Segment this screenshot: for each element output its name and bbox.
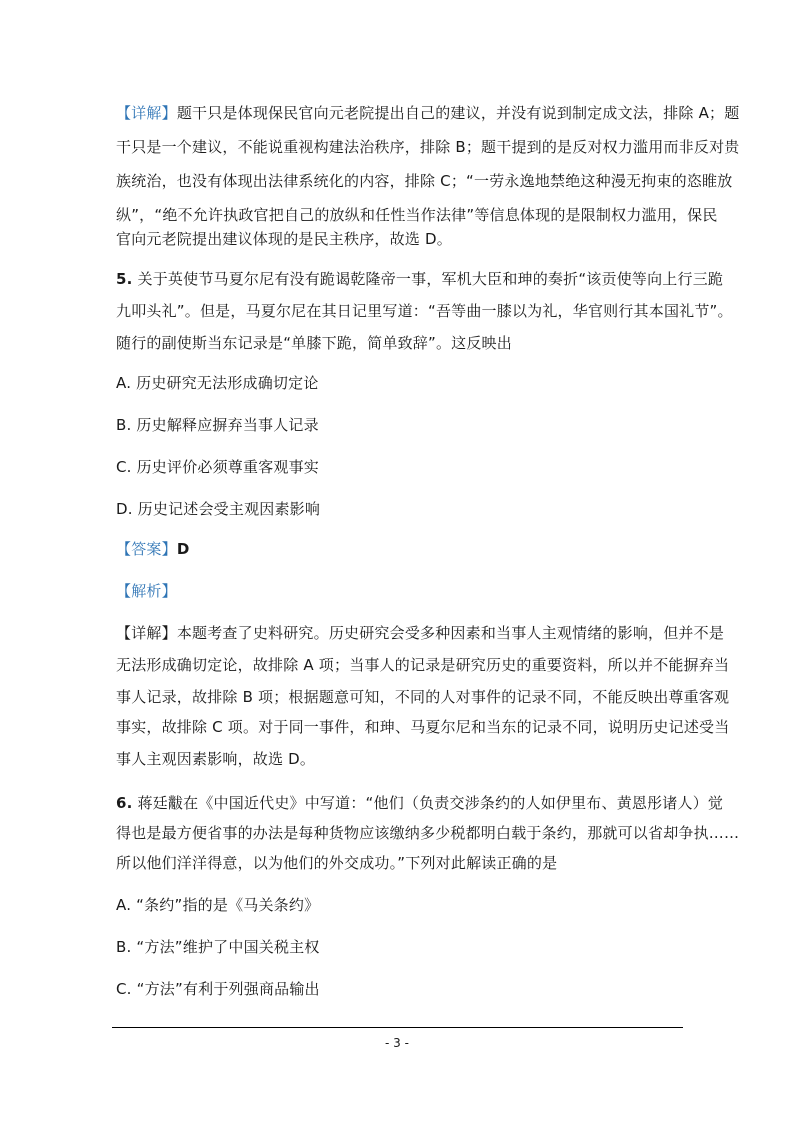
detail-tag: 【详解】 (116, 624, 177, 642)
q5-number: 5. (116, 270, 133, 288)
q5-detail-line-5: 事人主观因素影响，故选 D。 (116, 750, 316, 768)
q6-number: 6. (116, 794, 133, 812)
q5-analysis-tag: 【解析】 (116, 582, 177, 600)
footer-rule (112, 1027, 683, 1028)
q6-option-c: C. “方法”有利于列强商品输出 (116, 980, 320, 998)
prev-detail-line-4: 纵”，“绝不允许执政官把自己的放纵和任性当作法律”等信息体现的是限制权力滥用，保民 (116, 206, 718, 224)
prev-detail-line-5: 官向元老院提出建议体现的是民主秩序，故选 D。 (116, 230, 452, 248)
q5-detail-line-4: 事实，故排除 C 项。对于同一事件，和珅、马夏尔尼和当东的记录不同，说明历史记述受当 (116, 718, 730, 736)
prev-detail-line-2: 干只是一个建议，不能说重视构建法治秩序，排除 B；题干提到的是反对权力滥用而非反对贵 (116, 138, 740, 156)
q6-stem-line-2: 得也是最方便省事的办法是每种货物应该缴纳多少税都明白载于条约，那就可以省却争执…… (116, 824, 740, 842)
q6-option-a: A. “条约”指的是《马关条约》 (116, 896, 320, 914)
q5-detail-line-1: 【详解】本题考查了史料研究。历史研究会受多种因素和当事人主观情绪的影响，但并不是 (116, 624, 725, 642)
prev-detail-line-3: 族统治，也没有体现出法律系统化的内容，排除 C；“一劳永逸地禁绝这种漫无拘束的恣睢放 (116, 172, 733, 190)
q5-option-c: C. 历史评价必须尊重客观事实 (116, 458, 320, 476)
q5-detail-line-2: 无法形成确切定论，故排除 A 项；当事人的记录是研究历史的重要资料，所以并不能摒弃当 (116, 656, 730, 674)
q5-stem-line-1: 5. 关于英使节马夏尔尼有没有跪谒乾隆帝一事，军机大臣和珅的奏折“该贡使等向上行三跪 (116, 270, 724, 288)
prev-detail-line-1: 【详解】题干只是体现保民官向元老院提出自己的建议，并没有说到制定成文法，排除 A；题 (116, 104, 740, 122)
q5-stem-line-3: 随行的副使斯当东记录是“单膝下跪，简单致辞”。这反映出 (116, 334, 512, 352)
q5-stem-line-2: 九叩头礼”。但是，马夏尔尼在其日记里写道：“吾等曲一膝以为礼，华官则行其本国礼节”。 (116, 302, 733, 320)
q5-option-a: A. 历史研究无法形成确切定论 (116, 374, 319, 392)
answer-value: D (176, 540, 190, 558)
detail-tag: 【详解】 (116, 104, 177, 122)
q5-option-d: D. 历史记述会受主观因素影响 (116, 500, 321, 518)
q5-detail-line-3: 事人记录，故排除 B 项；根据题意可知，不同的人对事件的记录不同，不能反映出尊重客观 (116, 688, 730, 706)
page-number: - 3 - (385, 1036, 409, 1050)
q6-option-b: B. “方法”维护了中国关税主权 (116, 938, 320, 956)
answer-tag: 【答案】 (116, 540, 177, 558)
q5-option-b: B. 历史解释应摒弃当事人记录 (116, 416, 319, 434)
q5-answer (116, 538, 189, 560)
q6-stem-line-3: 所以他们洋洋得意，以为他们的外交成功。”下列对此解读正确的是 (116, 854, 558, 872)
q6-stem-line-1: 6. 蒋廷黻在《中国近代史》中写道：“他们（负责交涉条约的人如伊里布、黄恩彤诸人）觉 (116, 794, 724, 812)
